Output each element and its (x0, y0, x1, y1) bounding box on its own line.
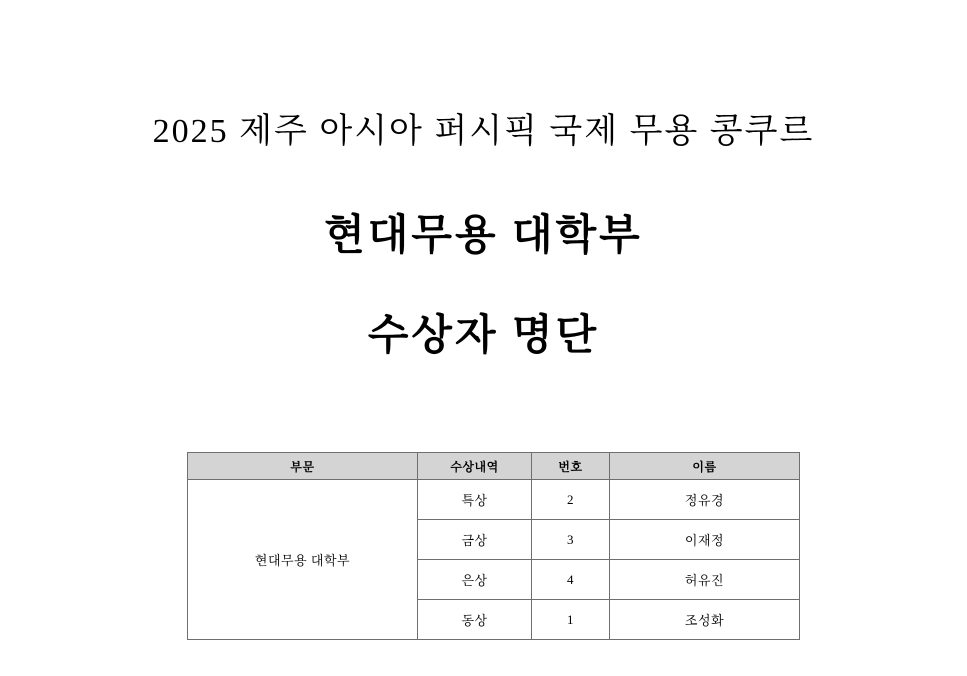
name-cell: 허유진 (610, 560, 800, 600)
column-header-name: 이름 (610, 453, 800, 480)
table-row (188, 480, 800, 520)
table-body (188, 480, 800, 640)
award-table (187, 452, 800, 640)
category-cell: 현대무용 대학부 (188, 480, 418, 640)
number-cell: 4 (532, 560, 610, 600)
number-cell: 3 (532, 520, 610, 560)
column-header-number: 번호 (532, 453, 610, 480)
table-header (188, 453, 800, 480)
award-cell: 특상 (418, 480, 532, 520)
name-cell: 조성화 (610, 600, 800, 640)
name-cell: 정유경 (610, 480, 800, 520)
column-header-award: 수상내역 (418, 453, 532, 480)
number-cell: 2 (532, 480, 610, 520)
award-table-container (187, 452, 799, 640)
award-cell: 동상 (418, 600, 532, 640)
winners-list-title: 수상자 명단 (367, 313, 600, 360)
number-cell: 1 (532, 600, 610, 640)
division-title: 현대무용 대학부 (324, 212, 643, 259)
table-header-row (188, 453, 800, 480)
award-cell: 은상 (418, 560, 532, 600)
column-header-category: 부문 (188, 453, 418, 480)
name-cell: 이재정 (610, 520, 800, 560)
competition-title: 2025 제주 아시아 퍼시픽 국제 무용 콩쿠르 (152, 113, 815, 150)
award-cell: 금상 (418, 520, 532, 560)
